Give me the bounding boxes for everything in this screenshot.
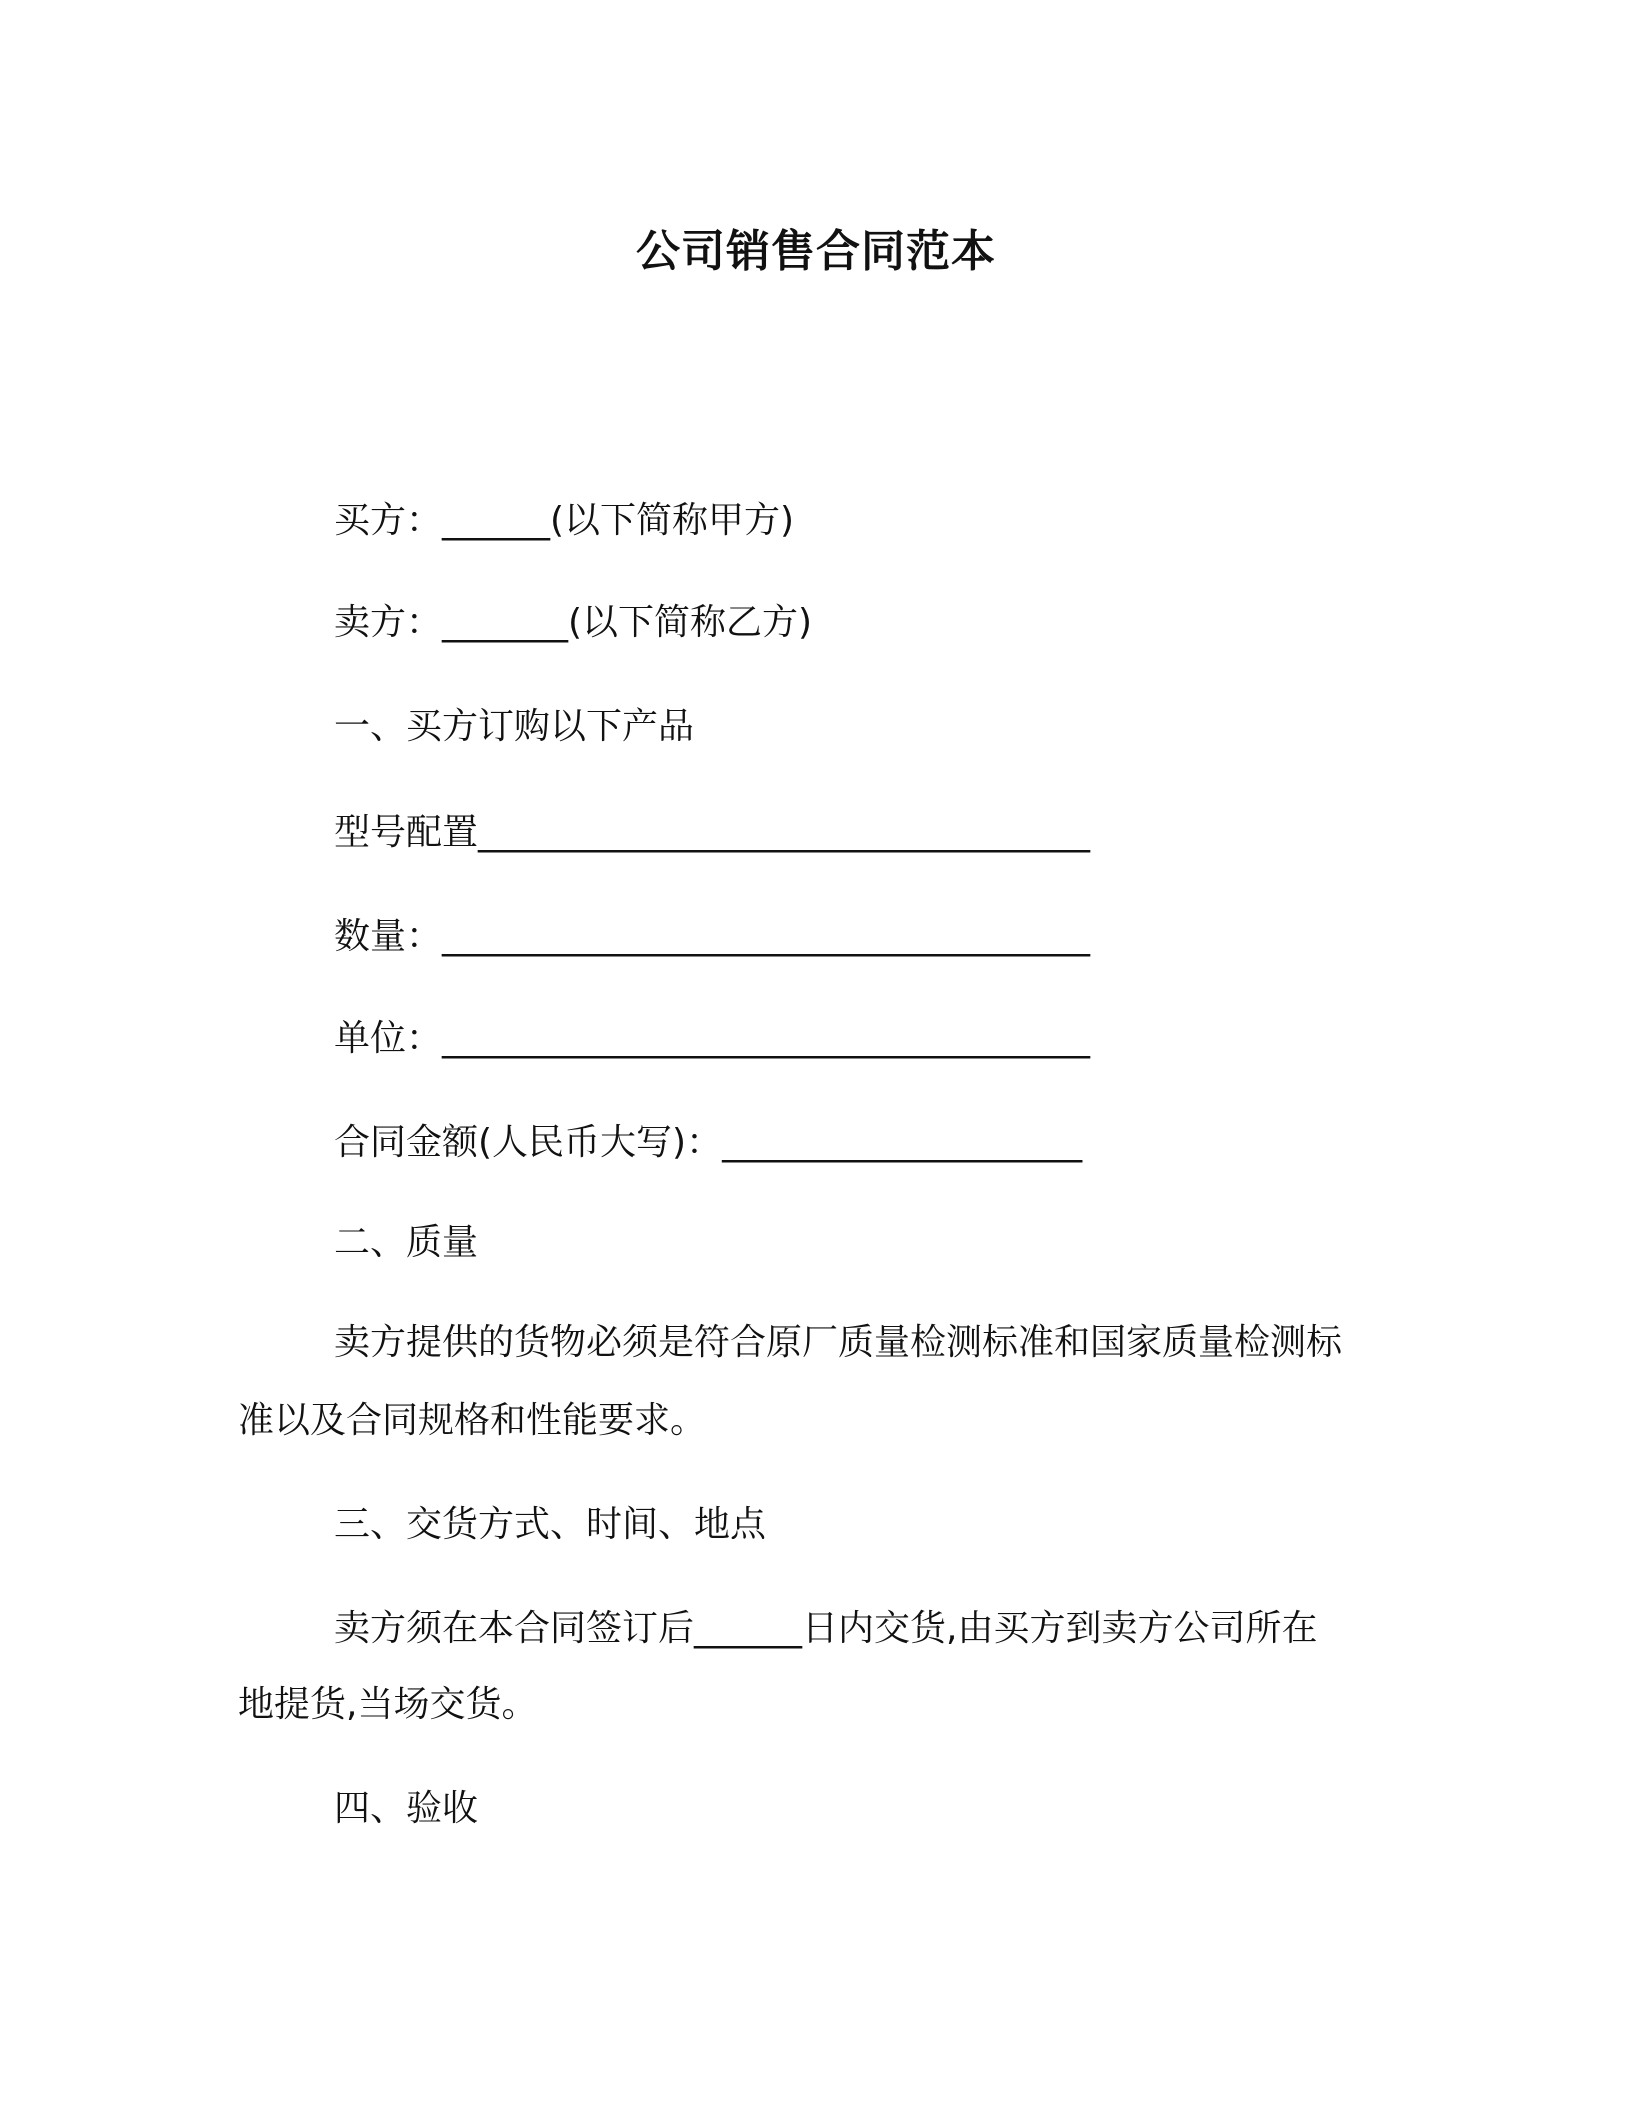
- quality-paragraph-line-1: 卖方提供的货物必须是符合原厂质量检测标准和国家质量检测标: [334, 1322, 1343, 1363]
- unit-line: 单位：____________________________________: [334, 1018, 1091, 1059]
- section-4-heading: 四、验收: [334, 1788, 479, 1829]
- quantity-line: 数量：____________________________________: [334, 916, 1091, 957]
- buyer-line: 买方：______(以下简称甲方): [334, 500, 795, 541]
- delivery-paragraph-line-1: 卖方须在本合同签订后______日内交货,由买方到卖方公司所在: [334, 1608, 1318, 1649]
- section-2-heading: 二、质量: [334, 1222, 479, 1263]
- model-config-line: 型号配置__________________________________: [334, 812, 1091, 853]
- seller-line: 卖方：_______(以下简称乙方): [334, 602, 813, 643]
- document-title: 公司销售合同范本: [636, 226, 996, 277]
- quality-paragraph-line-2: 准以及合同规格和性能要求。: [238, 1400, 707, 1441]
- section-3-heading: 三、交货方式、时间、地点: [334, 1504, 767, 1545]
- contract-amount-line: 合同金额(人民币大写)：____________________: [334, 1122, 1083, 1163]
- delivery-paragraph-line-2: 地提货,当场交货。: [238, 1684, 538, 1725]
- section-1-heading: 一、买方订购以下产品: [334, 706, 695, 747]
